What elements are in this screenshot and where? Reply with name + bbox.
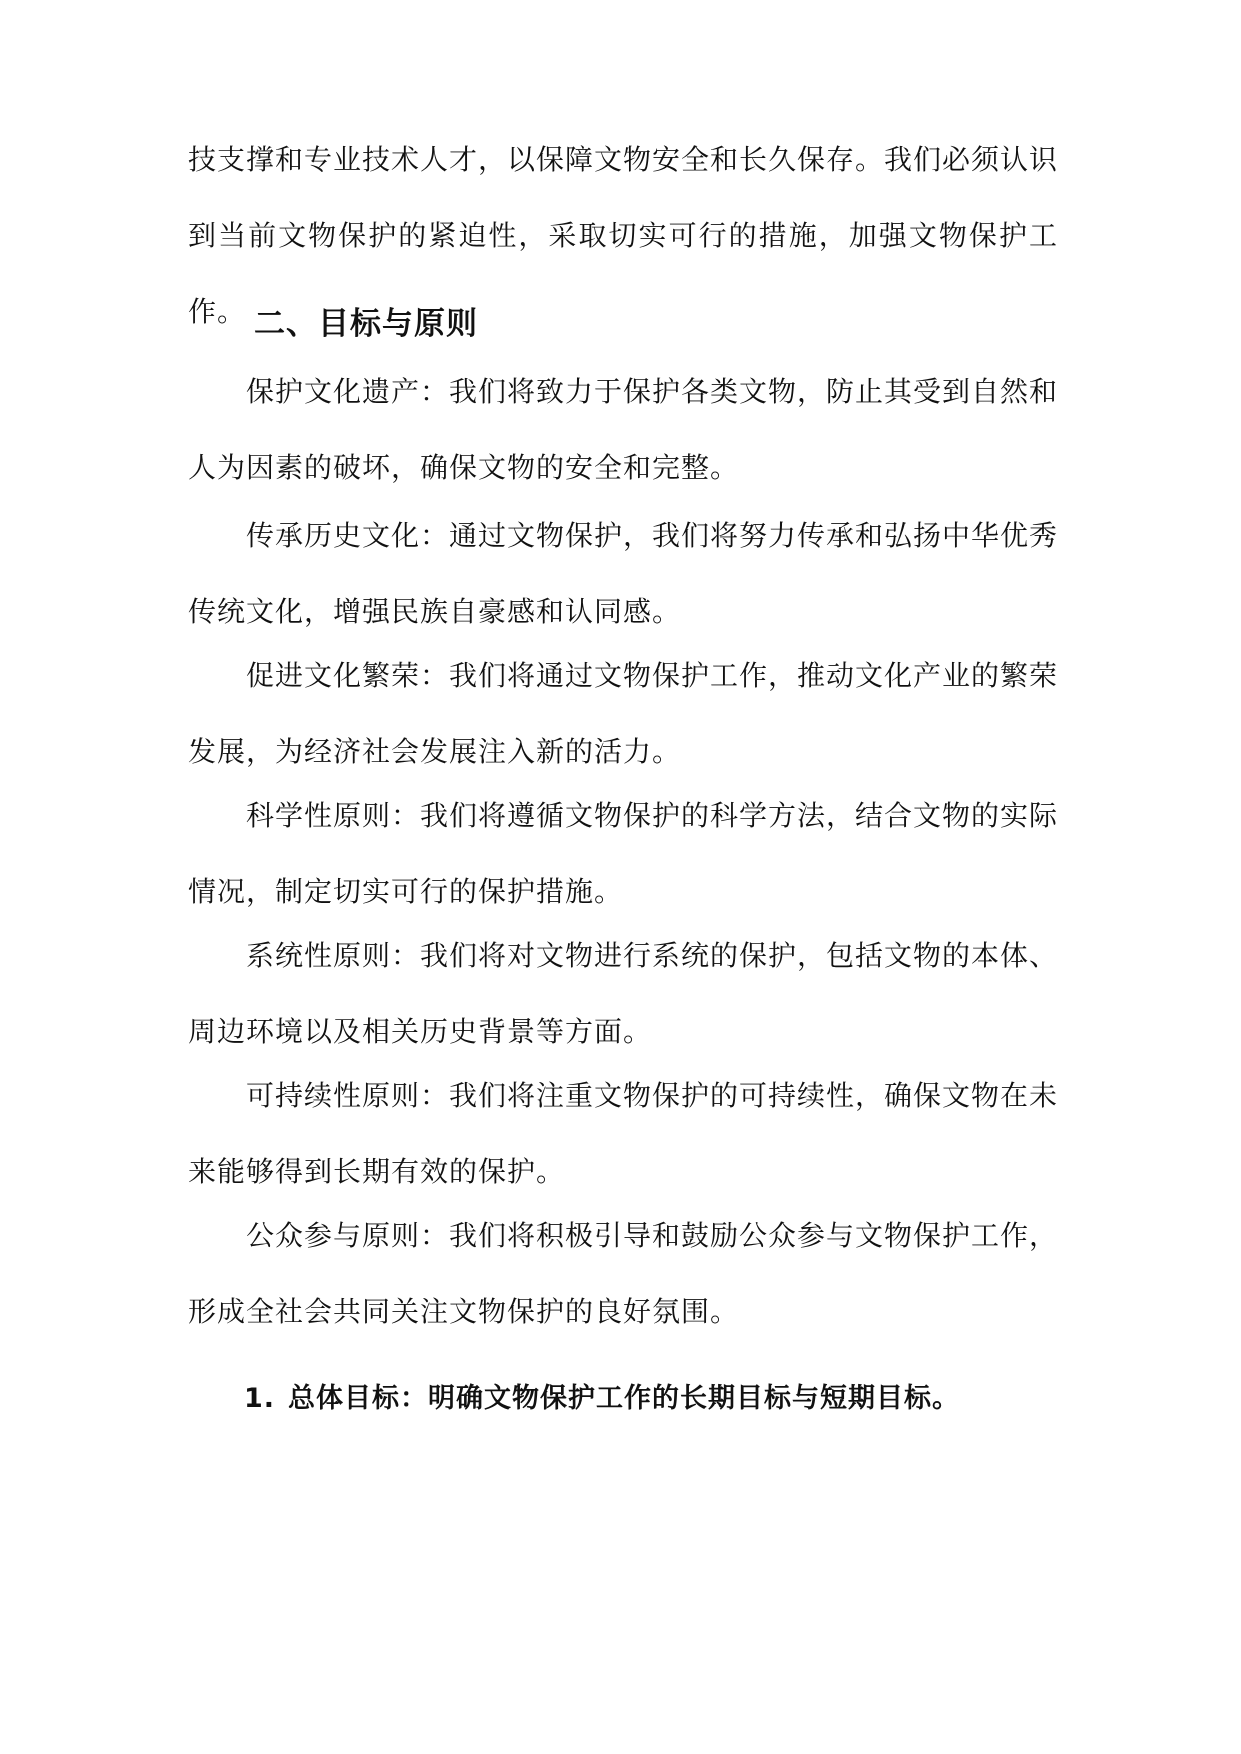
subsection-number: 1.	[244, 1383, 276, 1414]
paragraph-systematic-principle: 系统性原则：我们将对文物进行系统的保护，包括文物的本体、周边环境以及相关历史背景等方面。	[188, 939, 1059, 1048]
section-heading: 二、目标与原则	[254, 306, 478, 342]
subsection-title: 总体目标：明确文物保护工作的长期目标与短期目标。	[288, 1383, 960, 1414]
intro-paragraph: 技支撑和专业技术人才，以保障文物安全和长久保存。我们必须认识到当前文物保护的紧迫性，采取切实可行的措施，加强文物保护工作。	[188, 143, 1059, 328]
paragraph-public-participation-principle: 公众参与原则：我们将积极引导和鼓励公众参与文物保护工作，形成全社会共同关注文物保护的良好氛围。	[188, 1219, 1059, 1328]
paragraph-inherit-culture: 传承历史文化：通过文物保护，我们将努力传承和弘扬中华优秀传统文化，增强民族自豪感和认同感。	[188, 519, 1059, 628]
paragraph-promote-prosperity: 促进文化繁荣：我们将通过文物保护工作，推动文化产业的繁荣发展，为经济社会发展注入新的活力。	[188, 659, 1059, 768]
paragraph-protect-heritage: 保护文化遗产：我们将致力于保护各类文物，防止其受到自然和人为因素的破坏，确保文物的安全和完整。	[188, 375, 1059, 484]
paragraph-scientific-principle: 科学性原则：我们将遵循文物保护的科学方法，结合文物的实际情况，制定切实可行的保护措施。	[188, 799, 1059, 908]
paragraph-sustainability-principle: 可持续性原则：我们将注重文物保护的可持续性，确保文物在未来能够得到长期有效的保护。	[188, 1079, 1059, 1188]
subsection-heading	[244, 1376, 960, 1415]
